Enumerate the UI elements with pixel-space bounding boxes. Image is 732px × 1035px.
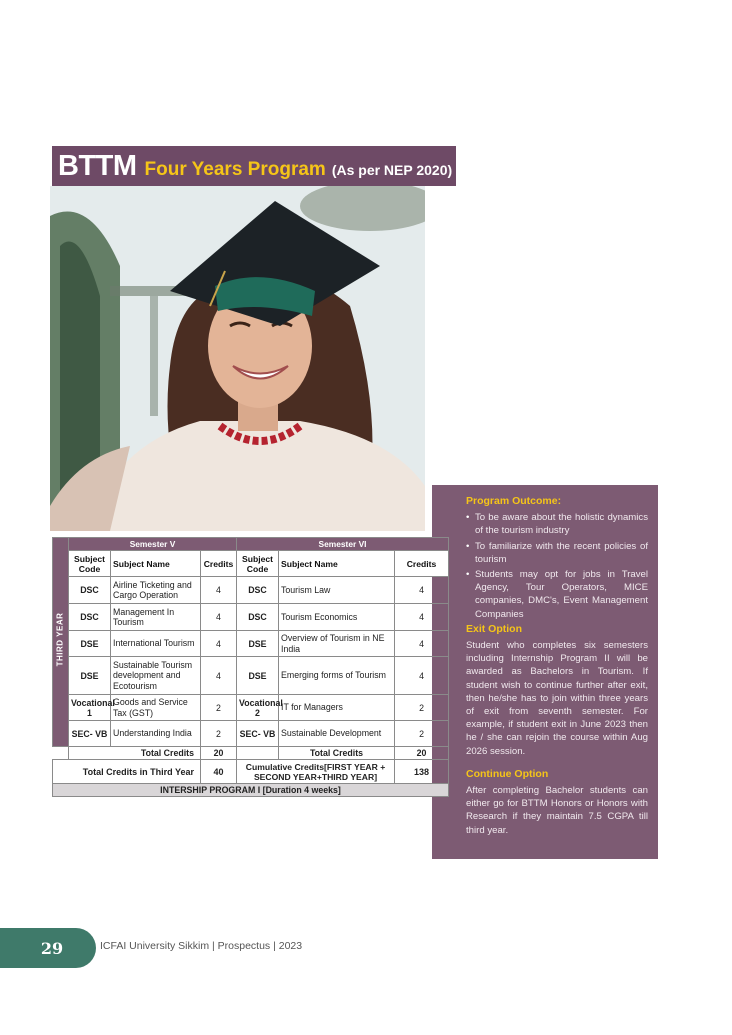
credits-table <box>52 537 449 797</box>
subject-code: DSE <box>237 631 279 657</box>
subject-code: Vocational 2 <box>237 695 279 721</box>
subject-name: Goods and Service Tax (GST) <box>111 695 201 721</box>
semester-header-row <box>53 538 449 551</box>
subject-name: IT for Managers <box>279 695 395 721</box>
subject-code: DSE <box>69 657 111 695</box>
credits-value: 4 <box>395 577 449 604</box>
credits-value: 2 <box>395 695 449 721</box>
page-subtitle: Four Years Program <box>144 159 326 180</box>
table-row <box>53 604 449 631</box>
table-row <box>53 721 449 747</box>
footer-text: ICFAI University Sikkim | Prospectus | 2023 <box>100 940 303 952</box>
table-row <box>53 657 449 695</box>
total-credits-row <box>53 747 449 760</box>
col-subject-code: Subject Code <box>237 551 279 577</box>
col-credits: Credits <box>395 551 449 577</box>
credits-value: 4 <box>201 604 237 631</box>
subject-code: DSE <box>237 657 279 695</box>
third-year-total-value: 40 <box>201 760 237 784</box>
subject-code: SEC- VB <box>237 721 279 747</box>
subject-code: DSC <box>69 604 111 631</box>
total-credits-label: Total Credits <box>279 747 395 760</box>
page-number: 29 <box>40 938 64 958</box>
credits-value: 4 <box>201 631 237 657</box>
table-row <box>53 631 449 657</box>
subject-code: DSE <box>69 631 111 657</box>
subject-name: Tourism Law <box>279 577 395 604</box>
credits-value: 4 <box>395 657 449 695</box>
semester-v-header: Semester V <box>69 538 237 551</box>
subject-name: Airline Ticketing and Cargo Operation <box>111 577 201 604</box>
subject-code: SEC- VB <box>69 721 111 747</box>
column-header-row <box>53 551 449 577</box>
total-credits-v: 20 <box>201 747 237 760</box>
year-cell-top <box>53 538 69 747</box>
graduate-illustration <box>50 186 425 531</box>
program-outcome-heading: Program Outcome: <box>466 495 562 507</box>
col-credits: Credits <box>201 551 237 577</box>
internship-label: INTERSHIP PROGRAM I [Duration 4 weeks] <box>53 784 449 797</box>
subject-name: Management In Tourism <box>111 604 201 631</box>
title-note: (As per NEP 2020) <box>331 162 453 178</box>
credits-value: 2 <box>201 721 237 747</box>
subject-name: Understanding India <box>111 721 201 747</box>
exit-option-text: Student who completes six semesters including Internship Program II will be awarded as Bachelors in Tourism. If student wish to continue further after exit, then he/she has to join within three years of exit from seventh semester. For example, if student exit in June 2023 then he / she can rejoin the course within Aug 2026 session. <box>466 640 648 757</box>
col-subject-name: Subject Name <box>279 551 395 577</box>
col-subject-name: Subject Name <box>111 551 201 577</box>
subject-name: Overview of Tourism in NE India <box>279 631 395 657</box>
continue-option-text: After completing Bachelor students can either go for BTTM Honors or Honors with Research if they maintain 7.5 CGPA till third year. <box>466 785 648 836</box>
graduate-photo <box>50 186 425 531</box>
subject-name: Sustainable Tourism development and Ecotourism <box>111 657 201 695</box>
credits-value: 2 <box>395 721 449 747</box>
page-number-badge <box>0 928 96 968</box>
subject-name: Tourism Economics <box>279 604 395 631</box>
page-title: BTTM <box>58 150 137 182</box>
credits-value: 4 <box>201 657 237 695</box>
table-row <box>53 577 449 604</box>
subject-code: DSC <box>237 577 279 604</box>
internship-row <box>53 784 449 797</box>
credits-value: 2 <box>201 695 237 721</box>
exit-option-heading: Exit Option <box>466 622 522 635</box>
subject-name: Emerging forms of Tourism <box>279 657 395 695</box>
continue-option-heading: Continue Option <box>466 767 549 780</box>
subject-code: DSC <box>237 604 279 631</box>
list-item: • To be aware about the holistic dynamics of the tourism industry <box>466 511 648 537</box>
credits-value: 4 <box>395 631 449 657</box>
third-year-total-label: Total Credits in Third Year <box>53 760 201 784</box>
third-year-total-row <box>53 760 449 784</box>
subject-code: DSC <box>69 577 111 604</box>
program-outcome-panel <box>432 485 658 859</box>
total-credits-vi: 20 <box>395 747 449 760</box>
program-outcome-list <box>466 511 648 621</box>
subject-name: Sustainable Development <box>279 721 395 747</box>
subject-code: Vocational 1 <box>69 695 111 721</box>
year-label: THIRD YEAR <box>55 612 65 667</box>
table-row <box>53 695 449 721</box>
credits-table-wrap <box>52 537 448 797</box>
col-subject-code: Subject Code <box>69 551 111 577</box>
list-item: • Students may opt for jobs in Travel Agency, Tour Operators, MICE companies, DMC's, Event Management Companies <box>466 568 648 621</box>
credits-value: 4 <box>201 577 237 604</box>
semester-vi-header: Semester VI <box>237 538 449 551</box>
page-title-bar <box>52 146 456 186</box>
spacer-cell <box>53 747 69 760</box>
cumulative-credits-value: 138 <box>395 760 449 784</box>
list-item: • To familiarize with the recent policies of tourism <box>466 540 648 566</box>
spacer-cell <box>237 747 279 760</box>
subject-name: International Tourism <box>111 631 201 657</box>
total-credits-label: Total Credits <box>69 747 201 760</box>
credits-value: 4 <box>395 604 449 631</box>
cumulative-credits-label: Cumulative Credits[FIRST YEAR + SECOND YEAR+THIRD YEAR] <box>237 760 395 784</box>
